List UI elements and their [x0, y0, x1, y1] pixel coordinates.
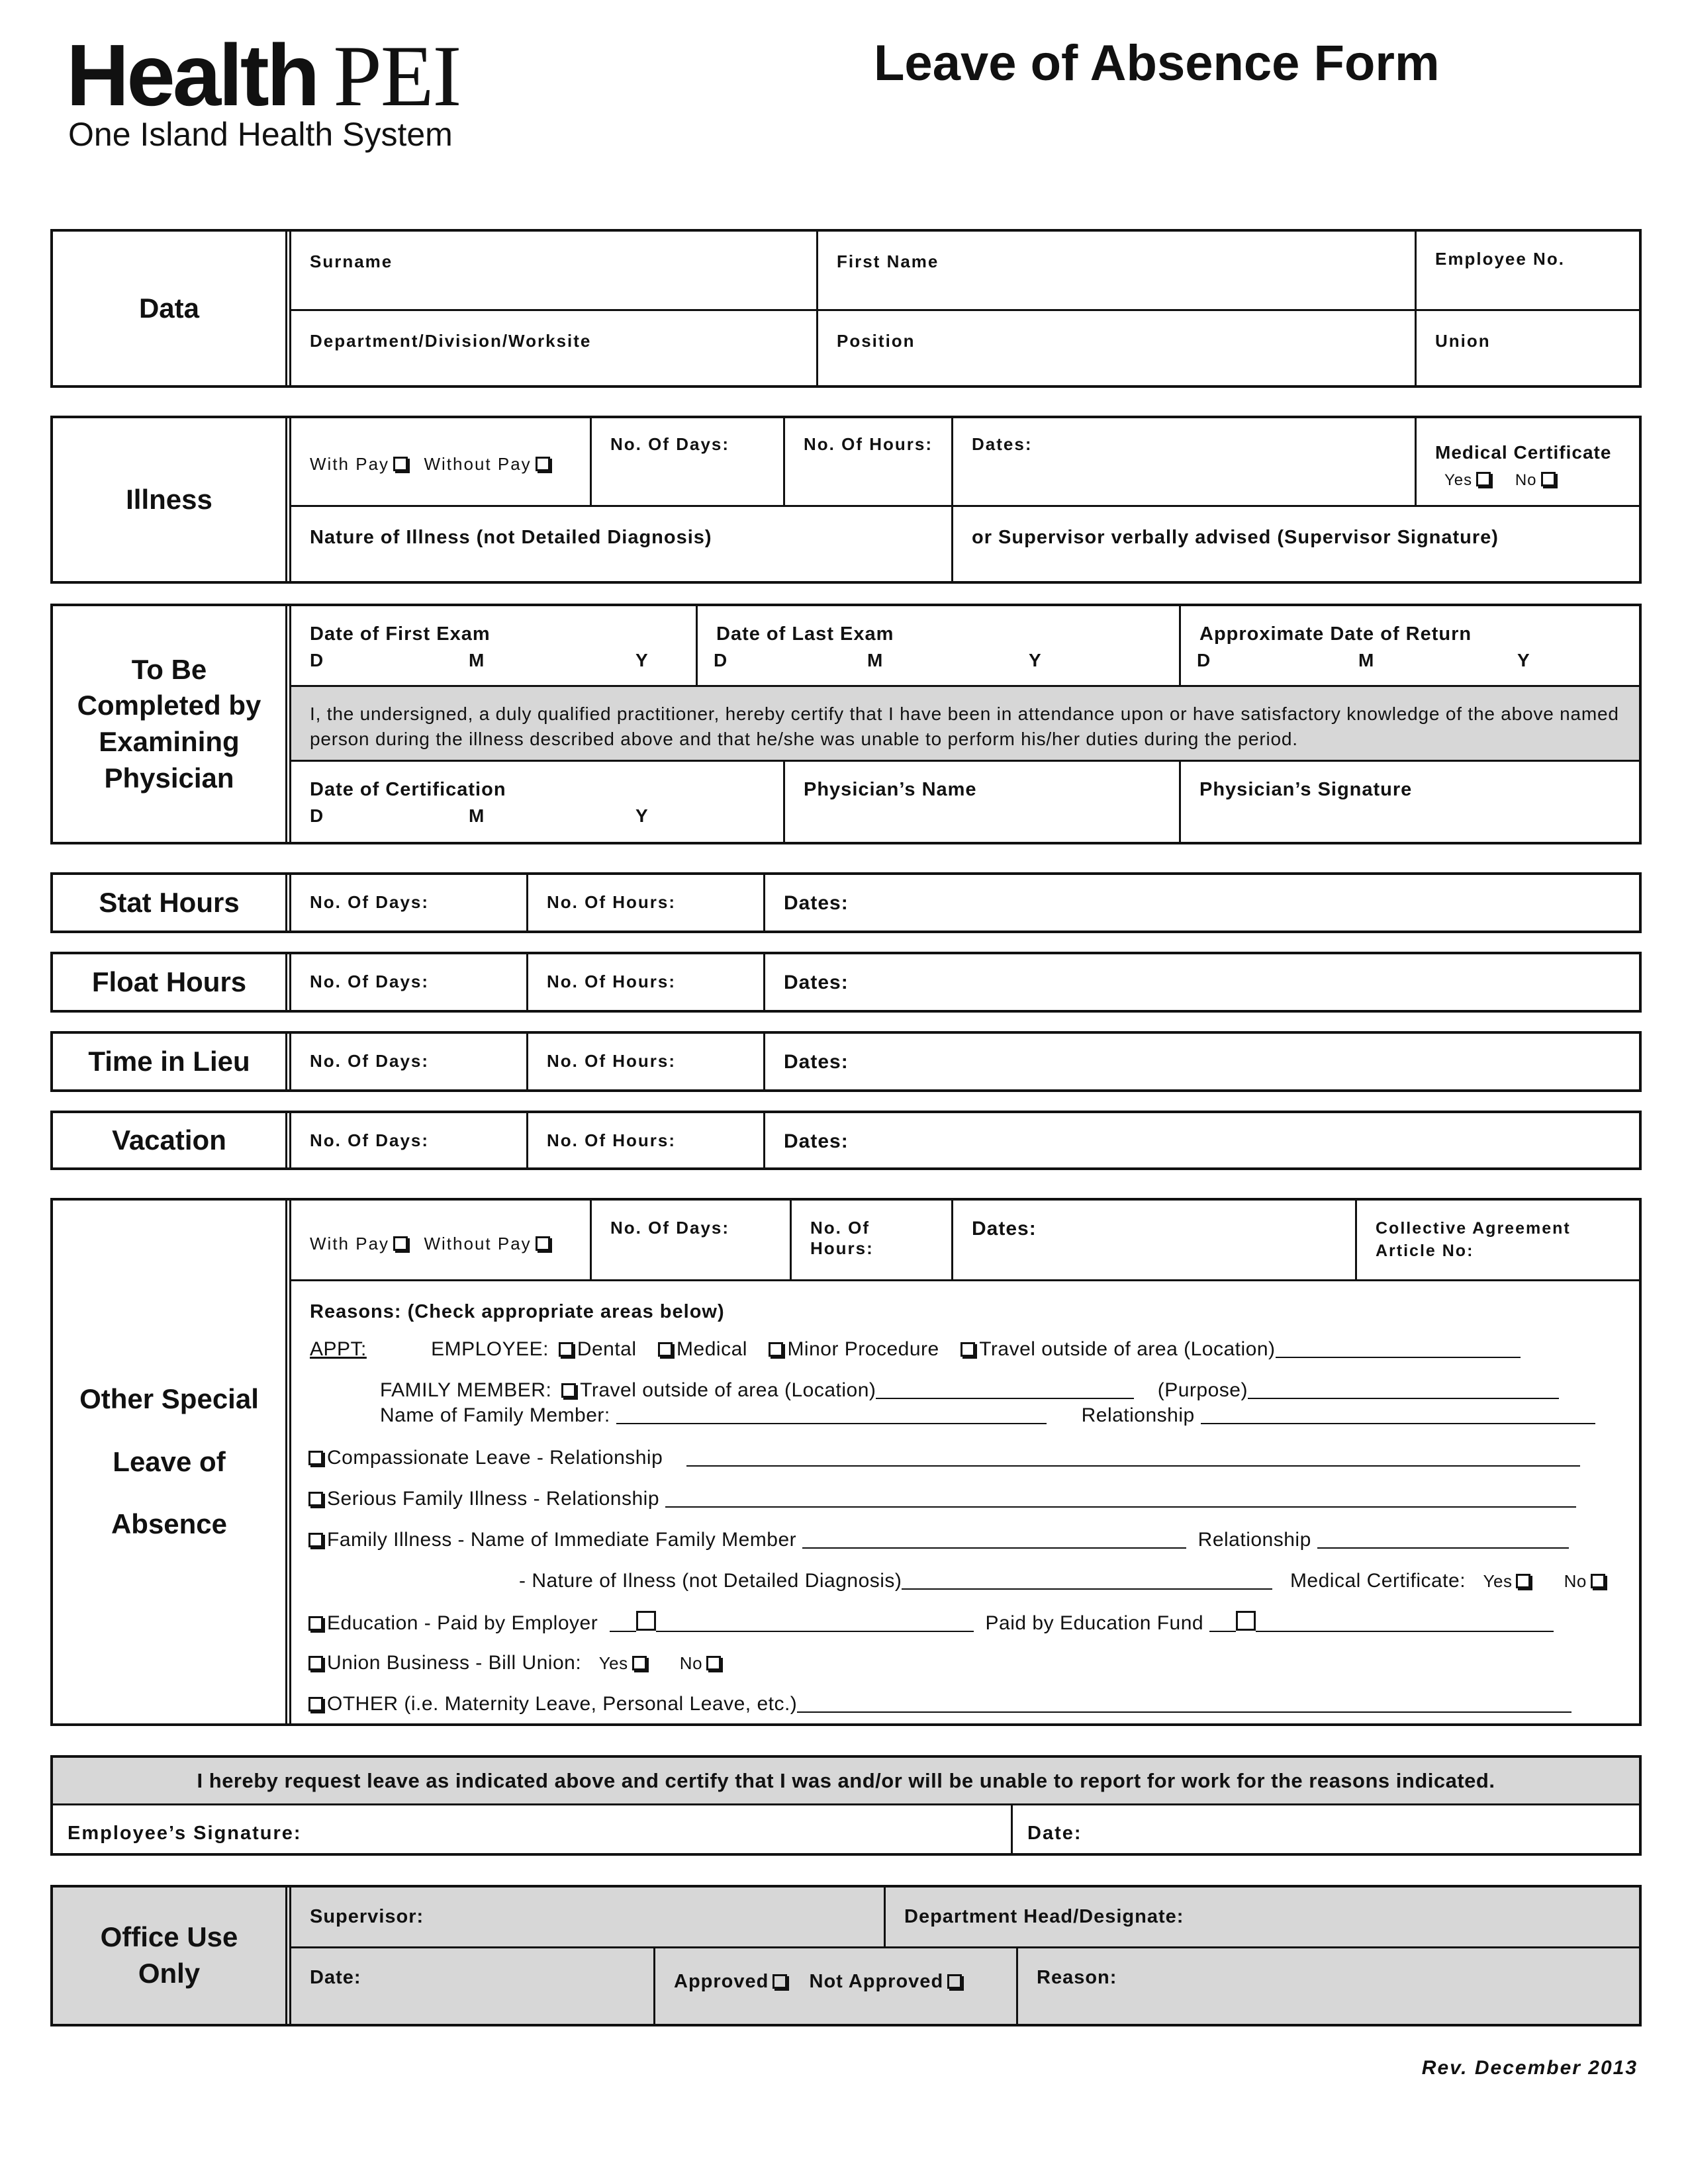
medical-certificate-label: Medical Certificate	[1435, 442, 1612, 463]
department-field[interactable]	[291, 309, 818, 388]
nature-of-illness-field[interactable]	[291, 505, 953, 584]
first-name-field[interactable]	[818, 232, 1417, 311]
logo-pei: PEI	[333, 27, 461, 124]
supervisor-signature-field[interactable]	[953, 505, 1639, 584]
stat-hours-field[interactable]	[528, 875, 765, 931]
page-title: Leave of Absence Form	[874, 35, 1440, 91]
vacation-days-field[interactable]	[291, 1113, 528, 1167]
position-label: Position	[837, 331, 915, 351]
hours-label: No. Of Hours:	[547, 1130, 676, 1150]
vacation-row	[50, 1111, 1642, 1170]
med-cert-no-checkbox[interactable]	[1541, 472, 1556, 486]
collective-agreement-label: Collective Agreement Article No:	[1376, 1219, 1571, 1260]
union-label: Union	[1435, 331, 1491, 351]
union-business-row	[305, 1652, 725, 1674]
nature-row	[519, 1570, 1609, 1592]
other-label: OTHER (i.e. Maternity Leave, Personal Leave, etc.)	[327, 1693, 798, 1715]
hours-label: No. Of Hours:	[547, 972, 676, 991]
surname-label: Surname	[310, 251, 393, 271]
year-label: Y	[635, 805, 649, 826]
with-pay-checkbox[interactable]	[393, 457, 408, 471]
days-label: No. Of Days:	[610, 1218, 730, 1238]
hours-label: No. Of Hours:	[804, 434, 933, 454]
dates-label: Dates:	[784, 892, 849, 914]
serious-illness-row	[305, 1488, 1576, 1510]
education-line-lead	[610, 1612, 636, 1632]
employee-no-label: Employee No.	[1435, 249, 1565, 269]
illness-hours-field[interactable]	[785, 418, 953, 507]
without-pay-label: Without Pay	[424, 454, 532, 474]
compassionate-label: Compassionate Leave - Relationship	[327, 1447, 663, 1469]
without-pay-label: Without Pay	[424, 1234, 532, 1253]
days-label: No. Of Days:	[310, 892, 430, 912]
other-line[interactable]	[797, 1693, 1571, 1713]
data-label: Data	[53, 232, 291, 385]
union-business-checkbox[interactable]	[308, 1656, 323, 1670]
illness-section	[50, 416, 1642, 584]
medical-certificate	[1417, 418, 1639, 507]
compassionate-checkbox[interactable]	[308, 1451, 323, 1465]
physician-label: To Be Completed by Examining Physician	[53, 606, 291, 842]
serious-illness-checkbox[interactable]	[308, 1492, 323, 1506]
other-row	[305, 1693, 1571, 1715]
family-relationship-line[interactable]	[1201, 1404, 1595, 1424]
employee-no-field[interactable]	[1417, 232, 1639, 311]
appt-row	[310, 1338, 1521, 1361]
certification-statement: I, the undersigned, a duly qualified practitioner, hereby certify that I have been in attendance upon or have satisfactory knowledge of the above named person during the illness described above and that he/she was unable to perform his/her duties during the period.	[291, 685, 1639, 762]
collective-agreement-field[interactable]	[1357, 1201, 1639, 1281]
union-yes-checkbox[interactable]	[632, 1656, 647, 1670]
month-label: M	[867, 650, 884, 670]
office-date-label: Date:	[310, 1967, 361, 1988]
supervisor-label: or Supervisor verbally advised (Supervisor Signature)	[972, 527, 1499, 548]
family-name-line[interactable]	[616, 1404, 1047, 1424]
position-field[interactable]	[818, 309, 1417, 388]
dates-label: Dates:	[784, 1130, 849, 1152]
lieu-days-field[interactable]	[291, 1034, 528, 1089]
hours-label: No. Of Hours:	[810, 1218, 874, 1258]
logo-tagline: One Island Health System	[68, 116, 453, 153]
medical-certificate-label: Medical Certificate:	[1289, 1570, 1466, 1592]
month-label: M	[1358, 650, 1375, 670]
family-name-label: Name of Family Member:	[380, 1404, 610, 1426]
vacation-dates-field[interactable]	[765, 1113, 1639, 1167]
supervisor-label: Supervisor:	[310, 1906, 424, 1927]
dates-label: Dates:	[784, 972, 849, 993]
vacation-hours-field[interactable]	[528, 1113, 765, 1167]
no-label: No	[1515, 471, 1537, 489]
health-pei-logo	[66, 26, 461, 124]
family-illness-row	[305, 1529, 1569, 1551]
yes-label: Yes	[598, 1653, 628, 1673]
medical-label: Medical	[677, 1338, 747, 1360]
days-label: No. Of Days:	[310, 1130, 430, 1150]
travel-location-line[interactable]	[1276, 1338, 1521, 1358]
family-name-row	[380, 1404, 1595, 1427]
other-leave-label: Other Special Leave of Absence	[53, 1201, 291, 1723]
family-illness-relationship-line[interactable]	[1317, 1529, 1569, 1549]
family-member-row	[380, 1379, 1559, 1402]
relationship-label: Relationship	[1197, 1529, 1311, 1551]
hours-label: No. Of Hours:	[547, 1051, 676, 1071]
travel-label: Travel outside of area (Location)	[979, 1338, 1276, 1360]
time-in-lieu-row	[50, 1031, 1642, 1092]
education-label: Education - Paid by Employer	[327, 1612, 598, 1634]
minor-procedure-checkbox[interactable]	[769, 1342, 783, 1357]
vacation-label: Vacation	[53, 1113, 291, 1167]
reason-label: Reason:	[1037, 1967, 1117, 1988]
certification-date-field[interactable]	[291, 760, 785, 842]
reasons-title: Reasons: (Check appropriate areas below)	[310, 1301, 725, 1322]
other-without-pay-checkbox[interactable]	[536, 1236, 550, 1251]
other-leave-section	[50, 1198, 1642, 1726]
float-hours-label: Float Hours	[53, 954, 291, 1010]
no-label: No	[1564, 1571, 1587, 1591]
supervisor-field[interactable]	[291, 1888, 886, 1948]
employee-travel-checkbox[interactable]	[961, 1342, 975, 1357]
illness-label: Illness	[53, 418, 291, 581]
year-label: Y	[635, 650, 649, 670]
return-date-label: Approximate Date of Return	[1199, 623, 1472, 645]
data-section	[50, 229, 1642, 388]
yes-label: Yes	[1444, 471, 1473, 489]
physician-signature-field[interactable]	[1181, 760, 1639, 842]
dates-label: Dates:	[784, 1051, 849, 1073]
float-dates-field[interactable]	[765, 954, 1639, 1010]
approved-checkbox[interactable]	[773, 1974, 787, 1989]
day-label: D	[310, 650, 324, 670]
other-with-pay-checkbox[interactable]	[393, 1236, 408, 1251]
serious-illness-label: Serious Family Illness - Relationship	[327, 1488, 660, 1510]
hours-label: No. Of Hours:	[547, 892, 676, 912]
request-date-label: Date:	[1027, 1823, 1082, 1844]
employee-signature-field[interactable]	[53, 1805, 1013, 1853]
education-fund-line-lead	[1209, 1612, 1236, 1632]
employee-signature-label: Employee’s Signature:	[68, 1823, 302, 1844]
dental-label: Dental	[577, 1338, 637, 1360]
lieu-dates-field[interactable]	[765, 1034, 1639, 1089]
other-med-yes-checkbox[interactable]	[1516, 1574, 1530, 1588]
float-days-field[interactable]	[291, 954, 528, 1010]
other-pay-options	[291, 1201, 592, 1281]
family-travel-checkbox[interactable]	[561, 1383, 576, 1398]
no-label: No	[679, 1653, 703, 1673]
physician-section	[50, 604, 1642, 844]
days-label: No. Of Days:	[310, 972, 430, 991]
without-pay-checkbox[interactable]	[536, 457, 550, 471]
appt-label: APPT:	[310, 1338, 367, 1360]
day-label: D	[1197, 650, 1211, 670]
illness-dates-field[interactable]	[953, 418, 1417, 507]
other-hours-field[interactable]	[792, 1201, 953, 1281]
not-approved-checkbox[interactable]	[947, 1974, 962, 1989]
family-illness-checkbox[interactable]	[308, 1533, 323, 1547]
family-illness-label: Family Illness - Name of Immediate Family Member	[327, 1529, 797, 1551]
reasons-area	[291, 1279, 1639, 1723]
family-member-label: FAMILY MEMBER:	[380, 1379, 552, 1401]
request-section	[50, 1755, 1642, 1856]
surname-field[interactable]	[291, 232, 818, 311]
revision-date: Rev. December 2013	[1421, 2057, 1638, 2079]
stat-dates-field[interactable]	[765, 875, 1639, 931]
time-in-lieu-label: Time in Lieu	[53, 1034, 291, 1089]
education-checkbox[interactable]	[308, 1616, 323, 1631]
education-row	[305, 1611, 1554, 1635]
other-med-no-checkbox[interactable]	[1591, 1574, 1605, 1588]
other-days-field[interactable]	[592, 1201, 792, 1281]
serious-illness-line[interactable]	[665, 1488, 1576, 1508]
day-label: D	[714, 650, 728, 670]
month-label: M	[469, 805, 485, 826]
family-location-line[interactable]	[876, 1379, 1134, 1399]
lieu-hours-field[interactable]	[528, 1034, 765, 1089]
department-label: Department/Division/Worksite	[310, 331, 592, 351]
nature-line[interactable]	[902, 1570, 1272, 1590]
days-label: No. Of Days:	[310, 1051, 430, 1071]
last-exam-field[interactable]	[698, 606, 1181, 687]
other-checkbox[interactable]	[308, 1697, 323, 1711]
medical-checkbox[interactable]	[658, 1342, 673, 1357]
union-field[interactable]	[1417, 309, 1639, 388]
approval-field	[655, 1946, 1018, 2024]
illness-pay-options	[291, 418, 592, 507]
dates-label: Dates:	[972, 434, 1033, 454]
last-exam-label: Date of Last Exam	[716, 623, 894, 645]
physician-name-field[interactable]	[785, 760, 1181, 842]
cert-date-label: Date of Certification	[310, 779, 506, 800]
return-date-field[interactable]	[1181, 606, 1639, 687]
request-date-field[interactable]	[1013, 1805, 1639, 1853]
family-illness-name-line[interactable]	[802, 1529, 1186, 1549]
relationship-label: Relationship	[1081, 1404, 1195, 1426]
first-name-label: First Name	[837, 251, 939, 271]
year-label: Y	[1029, 650, 1042, 670]
with-pay-label: With Pay	[310, 454, 390, 474]
education-fund-label: Paid by Education Fund	[985, 1612, 1204, 1634]
office-use-section	[50, 1885, 1642, 2026]
not-approved-label: Not Approved	[809, 1971, 944, 1992]
stat-hours-label: Stat Hours	[53, 875, 291, 931]
paid-by-employer-checkbox[interactable]	[636, 1611, 656, 1631]
physician-signature-label: Physician’s Signature	[1199, 779, 1413, 800]
days-label: No. Of Days:	[610, 434, 730, 454]
float-hours-row	[50, 952, 1642, 1013]
education-fund-line[interactable]	[1256, 1612, 1554, 1632]
day-label: D	[310, 805, 324, 826]
other-dates-field[interactable]	[953, 1201, 1357, 1281]
union-business-label: Union Business - Bill Union:	[327, 1652, 582, 1674]
physician-name-label: Physician’s Name	[804, 779, 977, 800]
reason-field[interactable]	[1018, 1946, 1639, 2024]
stat-days-field[interactable]	[291, 875, 528, 931]
compassionate-line[interactable]	[686, 1447, 1580, 1467]
nature-label: - Nature of Ilness (not Detailed Diagnosis)	[519, 1570, 902, 1592]
employee-label: EMPLOYEE:	[431, 1338, 549, 1360]
education-employer-line[interactable]	[656, 1612, 974, 1632]
department-head-field[interactable]	[886, 1888, 1639, 1948]
minor-procedure-label: Minor Procedure	[787, 1338, 939, 1360]
union-no-checkbox[interactable]	[706, 1656, 721, 1670]
med-cert-yes-checkbox[interactable]	[1476, 472, 1491, 486]
dental-checkbox[interactable]	[559, 1342, 573, 1357]
approved-label: Approved	[674, 1971, 769, 1992]
logo-health: Health	[66, 26, 318, 124]
illness-days-field[interactable]	[592, 418, 785, 507]
office-use-label: Office Use Only	[53, 1888, 291, 2024]
first-exam-field[interactable]	[291, 606, 698, 687]
compassionate-row	[305, 1447, 1580, 1469]
nature-label: Nature of Illness (not Detailed Diagnosis)	[310, 527, 712, 548]
stat-hours-row	[50, 872, 1642, 933]
first-exam-label: Date of First Exam	[310, 623, 491, 645]
month-label: M	[469, 650, 485, 670]
paid-by-fund-checkbox[interactable]	[1236, 1611, 1256, 1631]
purpose-line[interactable]	[1248, 1379, 1559, 1399]
request-statement: I hereby request leave as indicated above and certify that I was and/or will be unable to report for work for the reasons indicated.	[53, 1758, 1639, 1805]
yes-label: Yes	[1483, 1571, 1513, 1591]
float-hours-field[interactable]	[528, 954, 765, 1010]
office-date-field[interactable]	[291, 1946, 655, 2024]
purpose-label: (Purpose)	[1157, 1379, 1248, 1401]
dates-label: Dates:	[972, 1218, 1037, 1240]
travel-label: Travel outside of area (Location)	[580, 1379, 876, 1401]
year-label: Y	[1517, 650, 1530, 670]
department-head-label: Department Head/Designate:	[904, 1906, 1184, 1927]
with-pay-label: With Pay	[310, 1234, 390, 1253]
